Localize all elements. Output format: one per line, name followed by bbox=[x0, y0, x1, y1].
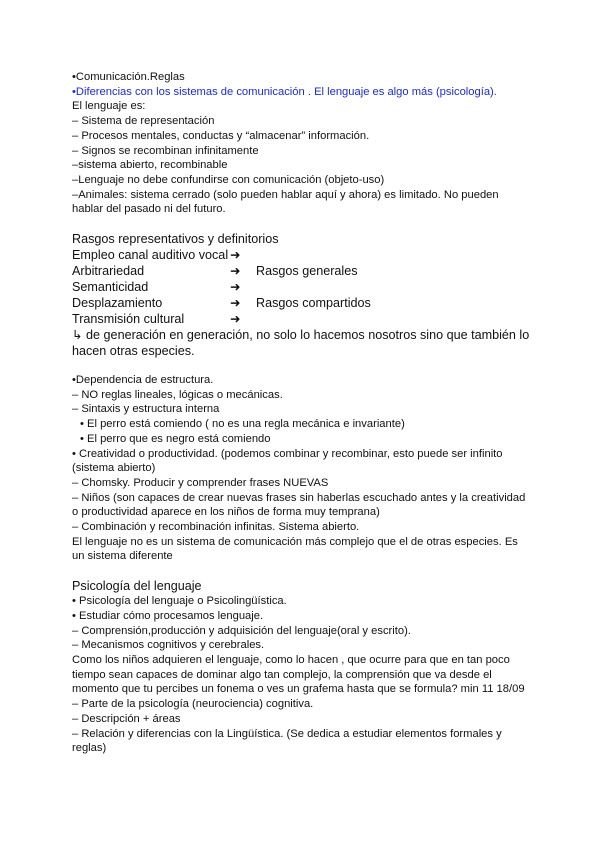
text-line: ↳ de generación en generación, no solo lo hacemos nosotros sino que también lo bbox=[72, 328, 530, 343]
text-line: – Sintaxis y estructura interna bbox=[72, 403, 220, 416]
text-line: El lenguaje no es un sistema de comunicación más complejo que el de otras especies. Es bbox=[72, 535, 518, 548]
text-line: o productividad aparece en los niños de forma muy temprana) bbox=[72, 506, 380, 519]
spacer bbox=[72, 564, 532, 578]
text-line: Como los niños adquieren el lenguaje, como lo hacen , que ocurre para que en tan poco bbox=[72, 653, 510, 666]
text-line: – Mecanismos cognitivos y cerebrales. bbox=[72, 639, 265, 652]
arrow-icon: ➜ bbox=[230, 248, 241, 263]
text-line: – Relación y diferencias con la Lingüística. (Se dedica a estudiar elementos formales y bbox=[72, 727, 502, 740]
section-estructura bbox=[72, 373, 532, 564]
section-comunicacion bbox=[72, 70, 532, 217]
text-line: – Signos se recombinan infinitamente bbox=[72, 144, 259, 157]
text-line: –Lenguaje no debe confundirse con comunicación (objeto-uso) bbox=[72, 173, 385, 186]
highlighted-text-line: •Diferencias con los sistemas de comunicación . El lenguaje es algo más (psicología). bbox=[72, 85, 497, 98]
text-line: –Animales: sistema cerrado (solo pueden hablar aquí y ahora) es limitado. No pueden bbox=[72, 188, 499, 201]
text-line: – Comprensión,producción y adquisición del lenguaje(oral y escrito). bbox=[72, 624, 411, 637]
arrow-icon: ➜ bbox=[230, 280, 241, 295]
text-line: momento que tu percibes un fonema o ves un grafema hasta que se formula? min 11 18/09 bbox=[72, 683, 525, 696]
text-line: –sistema abierto, recombinable bbox=[72, 159, 228, 172]
spacer bbox=[72, 217, 532, 231]
feature-label: Arbitrariedad bbox=[72, 264, 145, 279]
bullet-line: • El perro que es negro está comiendo bbox=[80, 432, 271, 445]
section-psicologia bbox=[72, 578, 532, 756]
text-line: •Comunicación.Reglas bbox=[72, 71, 185, 83]
section-heading: Psicología del lenguaje bbox=[72, 579, 202, 594]
feature-label: Transmisión cultural bbox=[72, 312, 185, 327]
section-rasgos bbox=[72, 231, 532, 359]
text-line: – Descripción + áreas bbox=[72, 712, 181, 725]
text-line: – Combinación y recombinación infinitas. Sistema abierto. bbox=[72, 521, 360, 534]
text-line: hacen otras especies. bbox=[72, 344, 195, 359]
arrow-icon: ➜ bbox=[230, 264, 241, 279]
bullet-line: • El perro está comiendo ( no es una regla mecánica e invariante) bbox=[80, 418, 405, 431]
arrow-icon: ➜ bbox=[230, 296, 241, 311]
feature-label: Semanticidad bbox=[72, 280, 149, 295]
document-page bbox=[72, 70, 532, 756]
feature-note: Rasgos compartidos bbox=[256, 296, 371, 311]
text-line: El lenguaje es: bbox=[72, 100, 146, 113]
text-line: reglas) bbox=[72, 742, 107, 755]
text-line: (sistema abierto) bbox=[72, 462, 156, 475]
feature-label: Empleo canal auditivo vocal bbox=[72, 248, 229, 263]
feature-note: Rasgos generales bbox=[256, 264, 358, 279]
text-line: • Creatividad o productividad. (podemos combinar y recombinar, esto puede ser infinito bbox=[72, 447, 503, 460]
feature-label: Desplazamiento bbox=[72, 296, 163, 311]
feature-row bbox=[72, 247, 532, 263]
spacer bbox=[72, 359, 532, 373]
text-line: – Niños (son capaces de crear nuevas frases sin haberlas escuchado antes y la creatividad bbox=[72, 491, 526, 504]
text-line: • Estudiar cómo procesamos lenguaje. bbox=[72, 609, 264, 622]
text-line: – Parte de la psicología (neurociencia) cognitiva. bbox=[72, 698, 314, 711]
feature-row bbox=[72, 295, 532, 311]
text-line: tiempo sean capaces de dominar algo tan complejo, la comprensión que va desde el bbox=[72, 668, 492, 681]
section-heading: Rasgos representativos y definitorios bbox=[72, 232, 279, 247]
feature-row bbox=[72, 263, 532, 279]
arrow-icon: ➜ bbox=[230, 312, 241, 327]
text-line: •Dependencia de estructura. bbox=[72, 374, 214, 387]
text-line: – Chomsky. Producir y comprender frases NUEVAS bbox=[72, 476, 329, 489]
feature-row bbox=[72, 311, 532, 327]
text-line: un sistema diferente bbox=[72, 550, 173, 563]
text-line: hablar del pasado ni del futuro. bbox=[72, 203, 226, 216]
text-line: – Procesos mentales, conductas y “almacenar” información. bbox=[72, 129, 370, 142]
text-line: • Psicología del lenguaje o Psicolingüística. bbox=[72, 595, 287, 608]
text-line: – NO reglas lineales, lógicas o mecánicas. bbox=[72, 388, 283, 401]
text-line: – Sistema de representación bbox=[72, 115, 215, 128]
feature-row bbox=[72, 279, 532, 295]
